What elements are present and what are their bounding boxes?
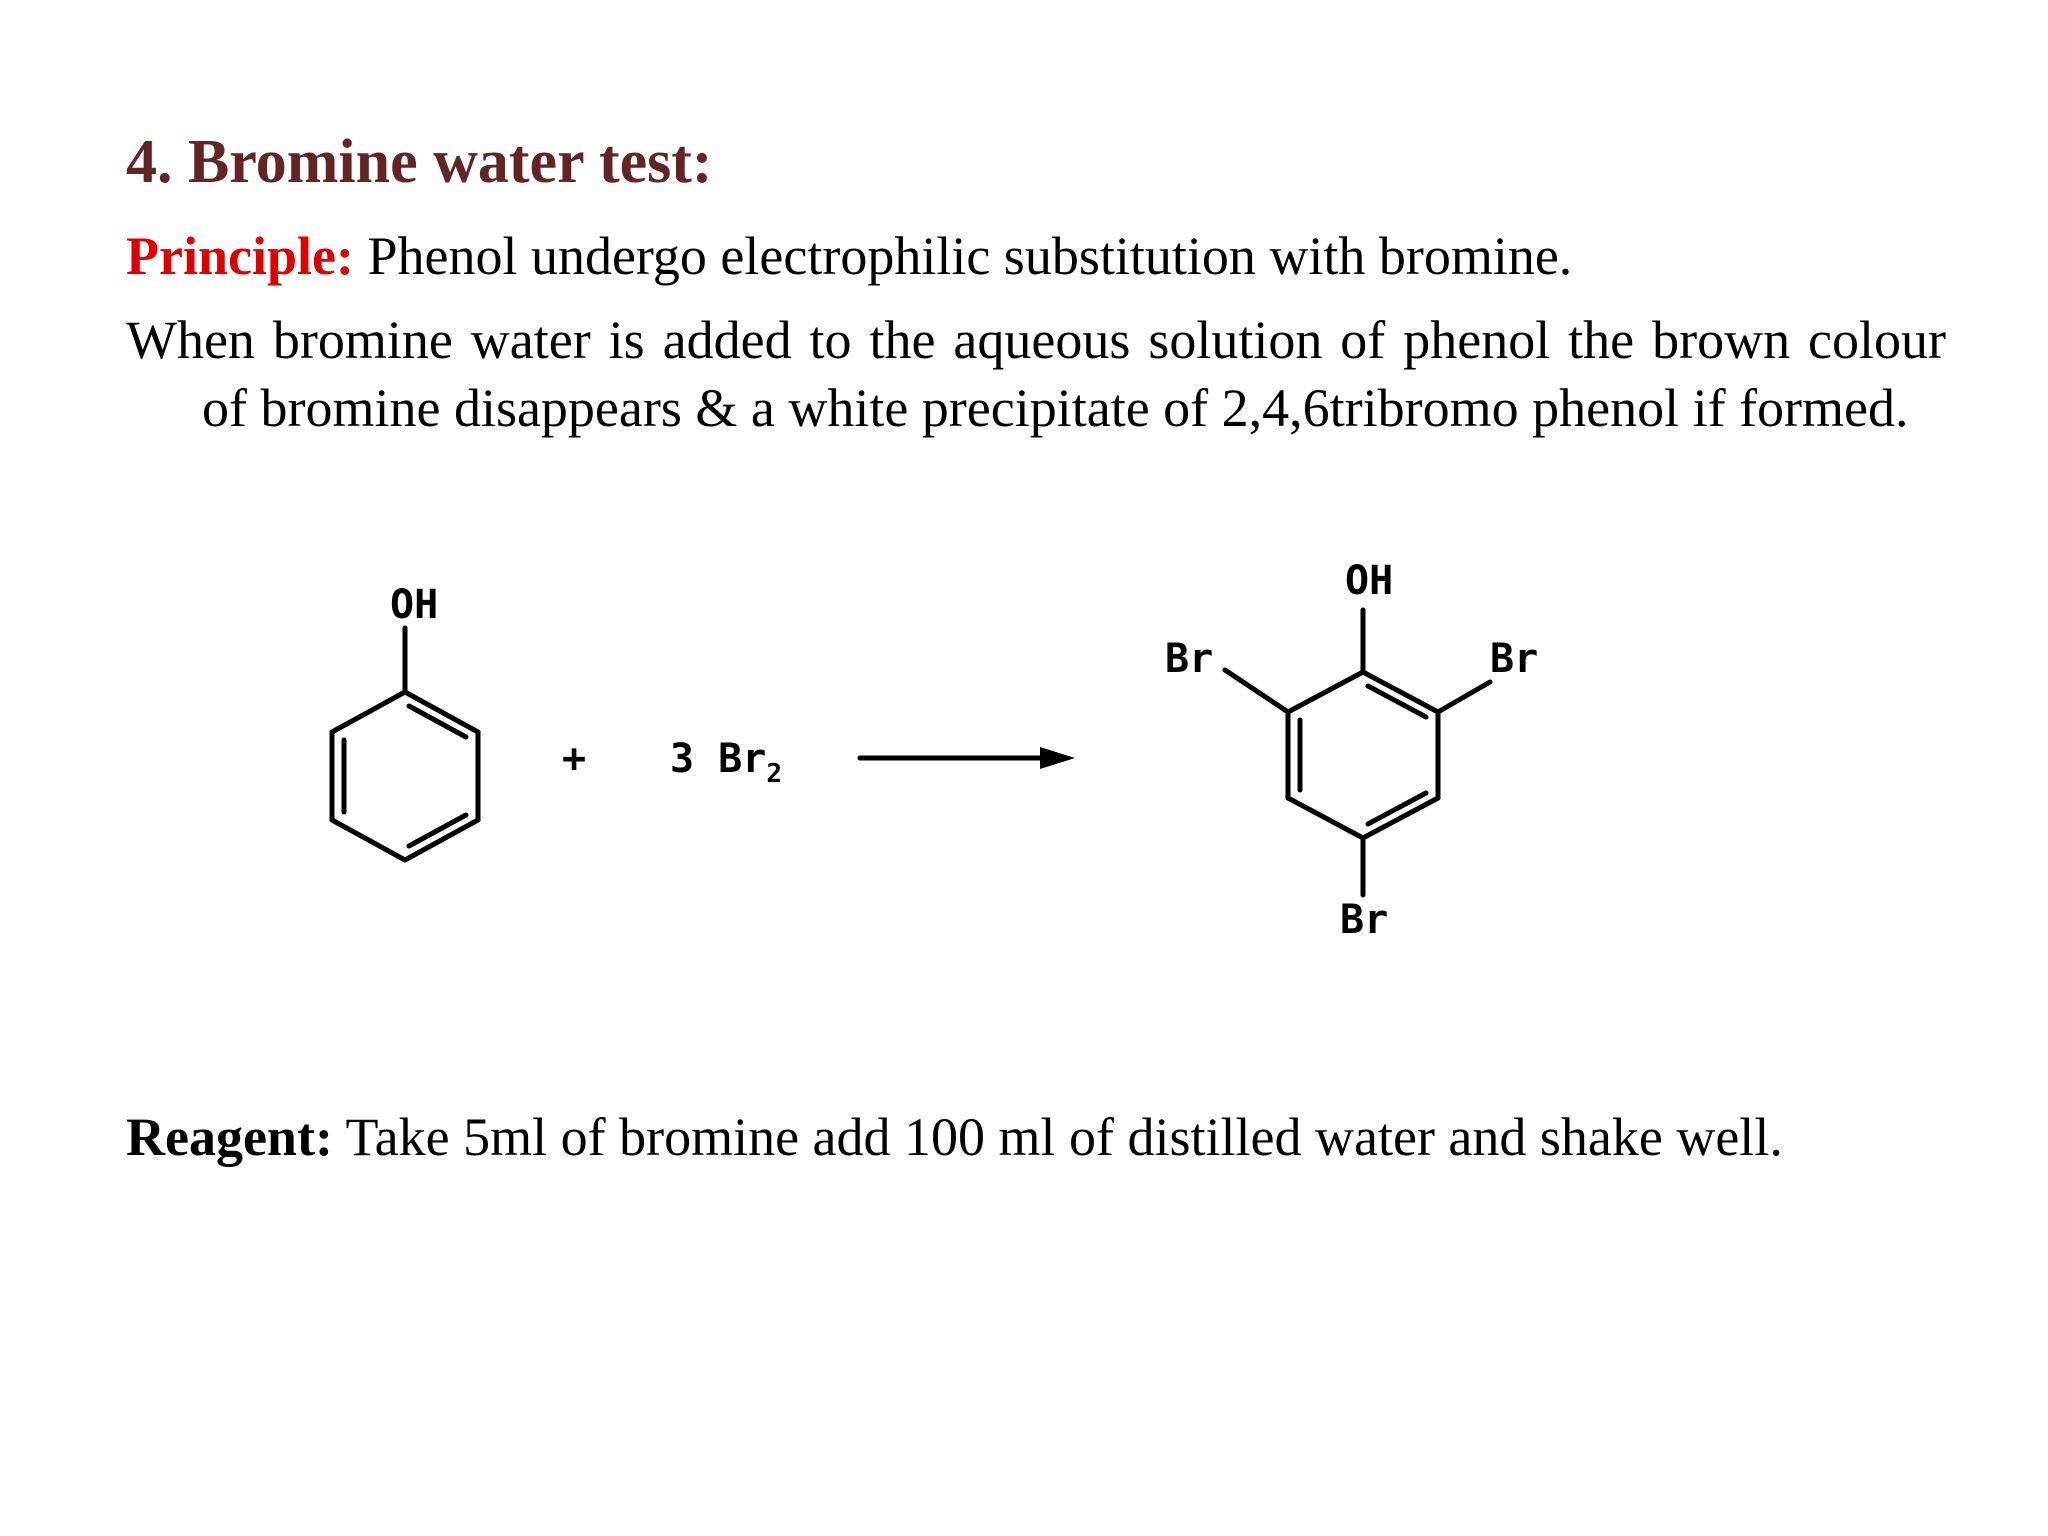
principle-label: Principle:: [126, 226, 354, 286]
slide-title: 4. Bromine water test:: [126, 128, 713, 196]
reagent-text: Take 5ml of bromine add 100 ml of distilled water and shake well.: [332, 1107, 1783, 1167]
reagent-label: Reagent:: [126, 1107, 333, 1167]
plus-sign: +: [562, 736, 587, 782]
product-br-right-bond: [1438, 682, 1490, 712]
phenol-oh-label: OH: [390, 582, 439, 628]
product-ring: [1288, 672, 1438, 838]
reagent-line: [126, 1105, 1783, 1170]
reaction-scheme: [0, 540, 2048, 960]
phenol-ring: [332, 692, 478, 860]
principle-text: Phenol undergo electrophilic substitution with bromine.: [353, 226, 1573, 286]
reagent-coefficient: 3 Br: [670, 736, 767, 782]
reagent-formula: [670, 736, 782, 789]
principle-line: [126, 224, 1572, 289]
product-oh-label: OH: [1345, 558, 1394, 604]
product-br-left-bond: [1225, 670, 1288, 712]
reaction-arrow-head: [1040, 747, 1075, 769]
product-br-bottom-label: Br: [1340, 897, 1389, 943]
description-paragraph: When bromine water is added to the aqueous solution of phenol the brown colour of bromine disappears & a white precipitate of 2,4,6tribromo phenol if formed.: [126, 310, 1946, 438]
product-br-right-label: Br: [1490, 636, 1539, 682]
reagent-subscript: 2: [766, 759, 782, 789]
product-br-left-label: Br: [1165, 636, 1214, 682]
reaction-diagram: [0, 540, 2048, 960]
